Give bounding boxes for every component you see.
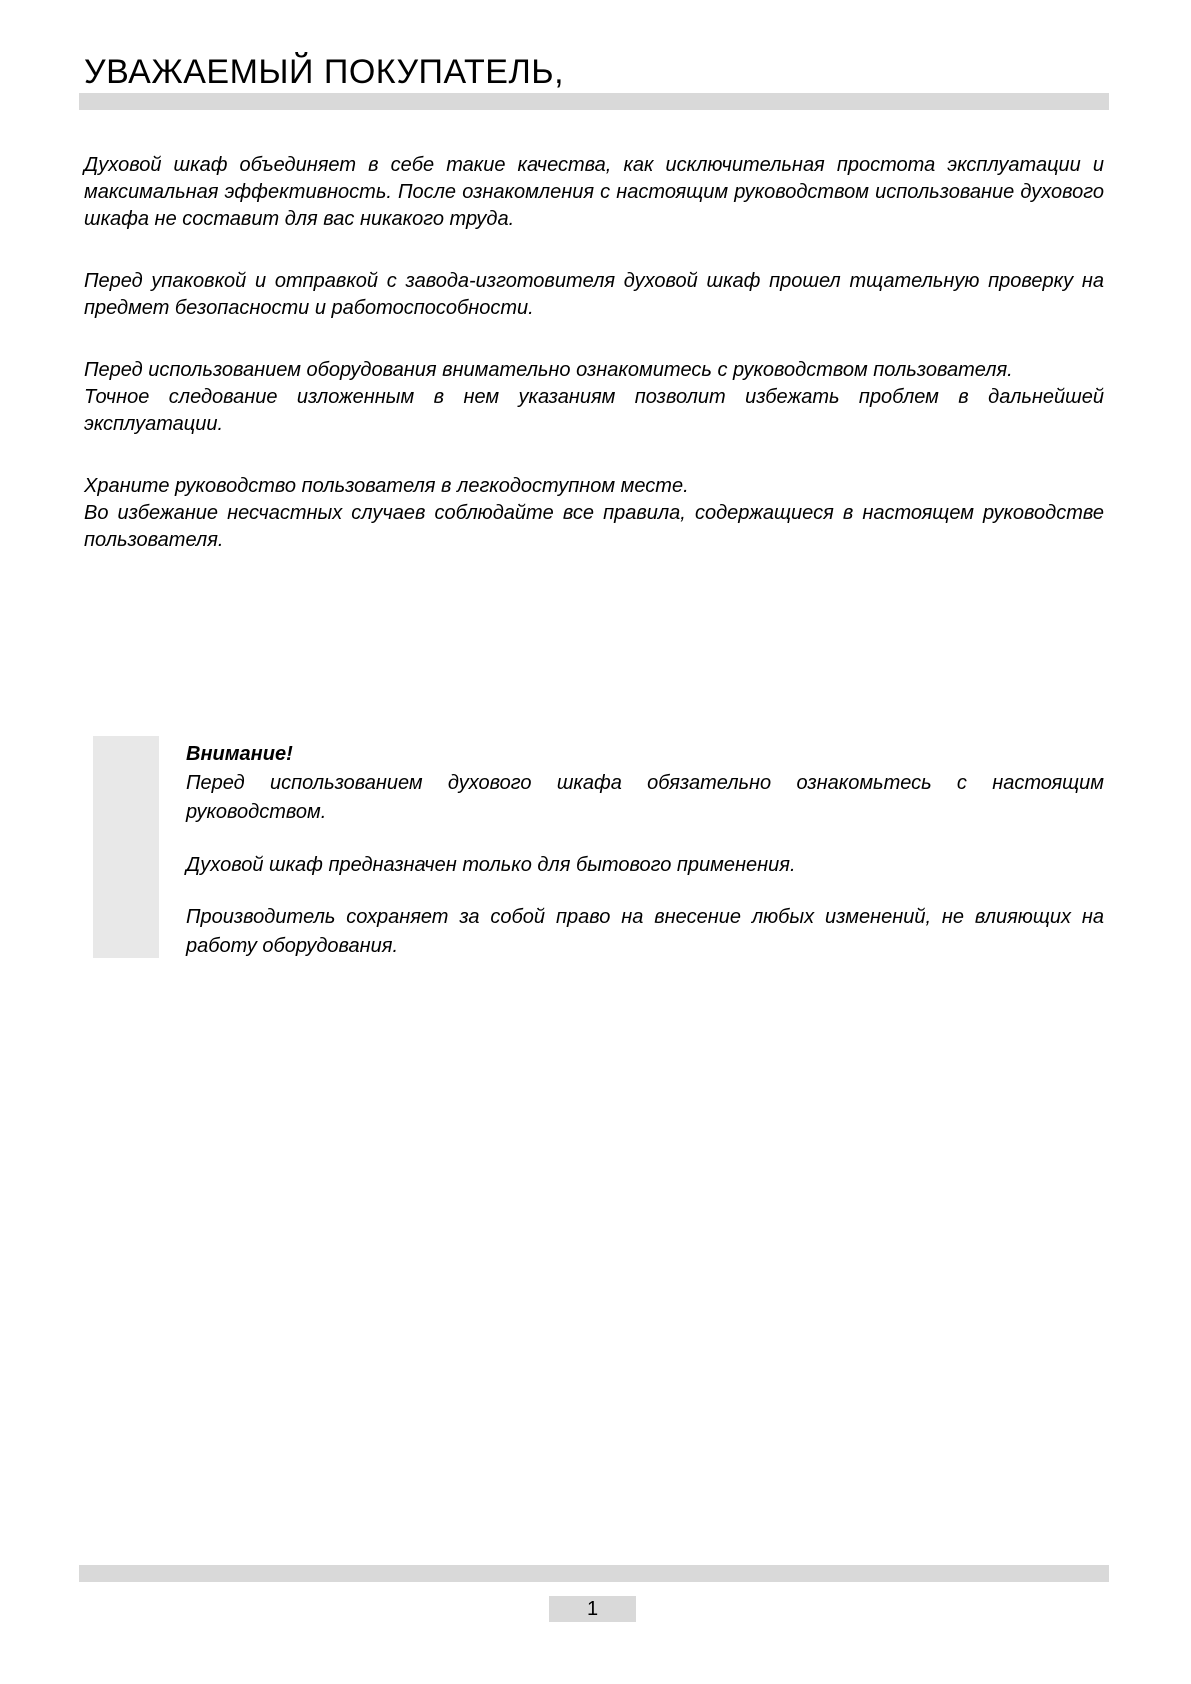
page-number: 1 — [549, 1596, 636, 1622]
intro-paragraph-3-line-1: Перед использованием оборудования внимательно ознакомитесь с руководством пользователя. — [84, 359, 1013, 381]
footer-divider-bar — [79, 1565, 1109, 1582]
intro-paragraph-4-line-2: Во избежание несчастных случаев соблюдайте все правила, содержащиеся в настоящем руководстве пользователя. — [84, 502, 1104, 551]
intro-paragraph-3-line-2: Точное следование изложенным в нем указаниям позволит избежать проблем в дальнейшей эксплуатации. — [84, 386, 1104, 435]
warning-item-1: Перед использованием духового шкафа обязательно ознакомьтесь с настоящим руководством. — [186, 772, 1104, 823]
title-divider-bar — [79, 93, 1109, 110]
intro-paragraph-4 — [84, 473, 1104, 554]
warning-title: Внимание! — [186, 743, 293, 765]
intro-paragraph-4-line-1: Храните руководство пользователя в легкодоступном месте. — [84, 475, 689, 497]
warning-item-2: Духовой шкаф предназначен только для бытового применения. — [186, 854, 796, 876]
page-title: УВАЖАЕМЫЙ ПОКУПАТЕЛЬ, — [84, 53, 565, 91]
warning-item-3: Производитель сохраняет за собой право на внесение любых изменений, не влияющих на работу оборудования. — [186, 906, 1104, 957]
warning-sidebar-block — [93, 736, 159, 958]
intro-paragraph-1: Духовой шкаф объединяет в себе такие качества, как исключительная простота эксплуатации и максимальная эффективность. После ознакомления с настоящим руководством использование духового шкафа не составит для вас никакого труда. — [84, 154, 1104, 230]
intro-paragraph-3 — [84, 357, 1104, 438]
intro-paragraph-2: Перед упаковкой и отправкой с завода-изготовителя духовой шкаф прошел тщательную проверку на предмет безопасности и работоспособности. — [84, 270, 1104, 319]
